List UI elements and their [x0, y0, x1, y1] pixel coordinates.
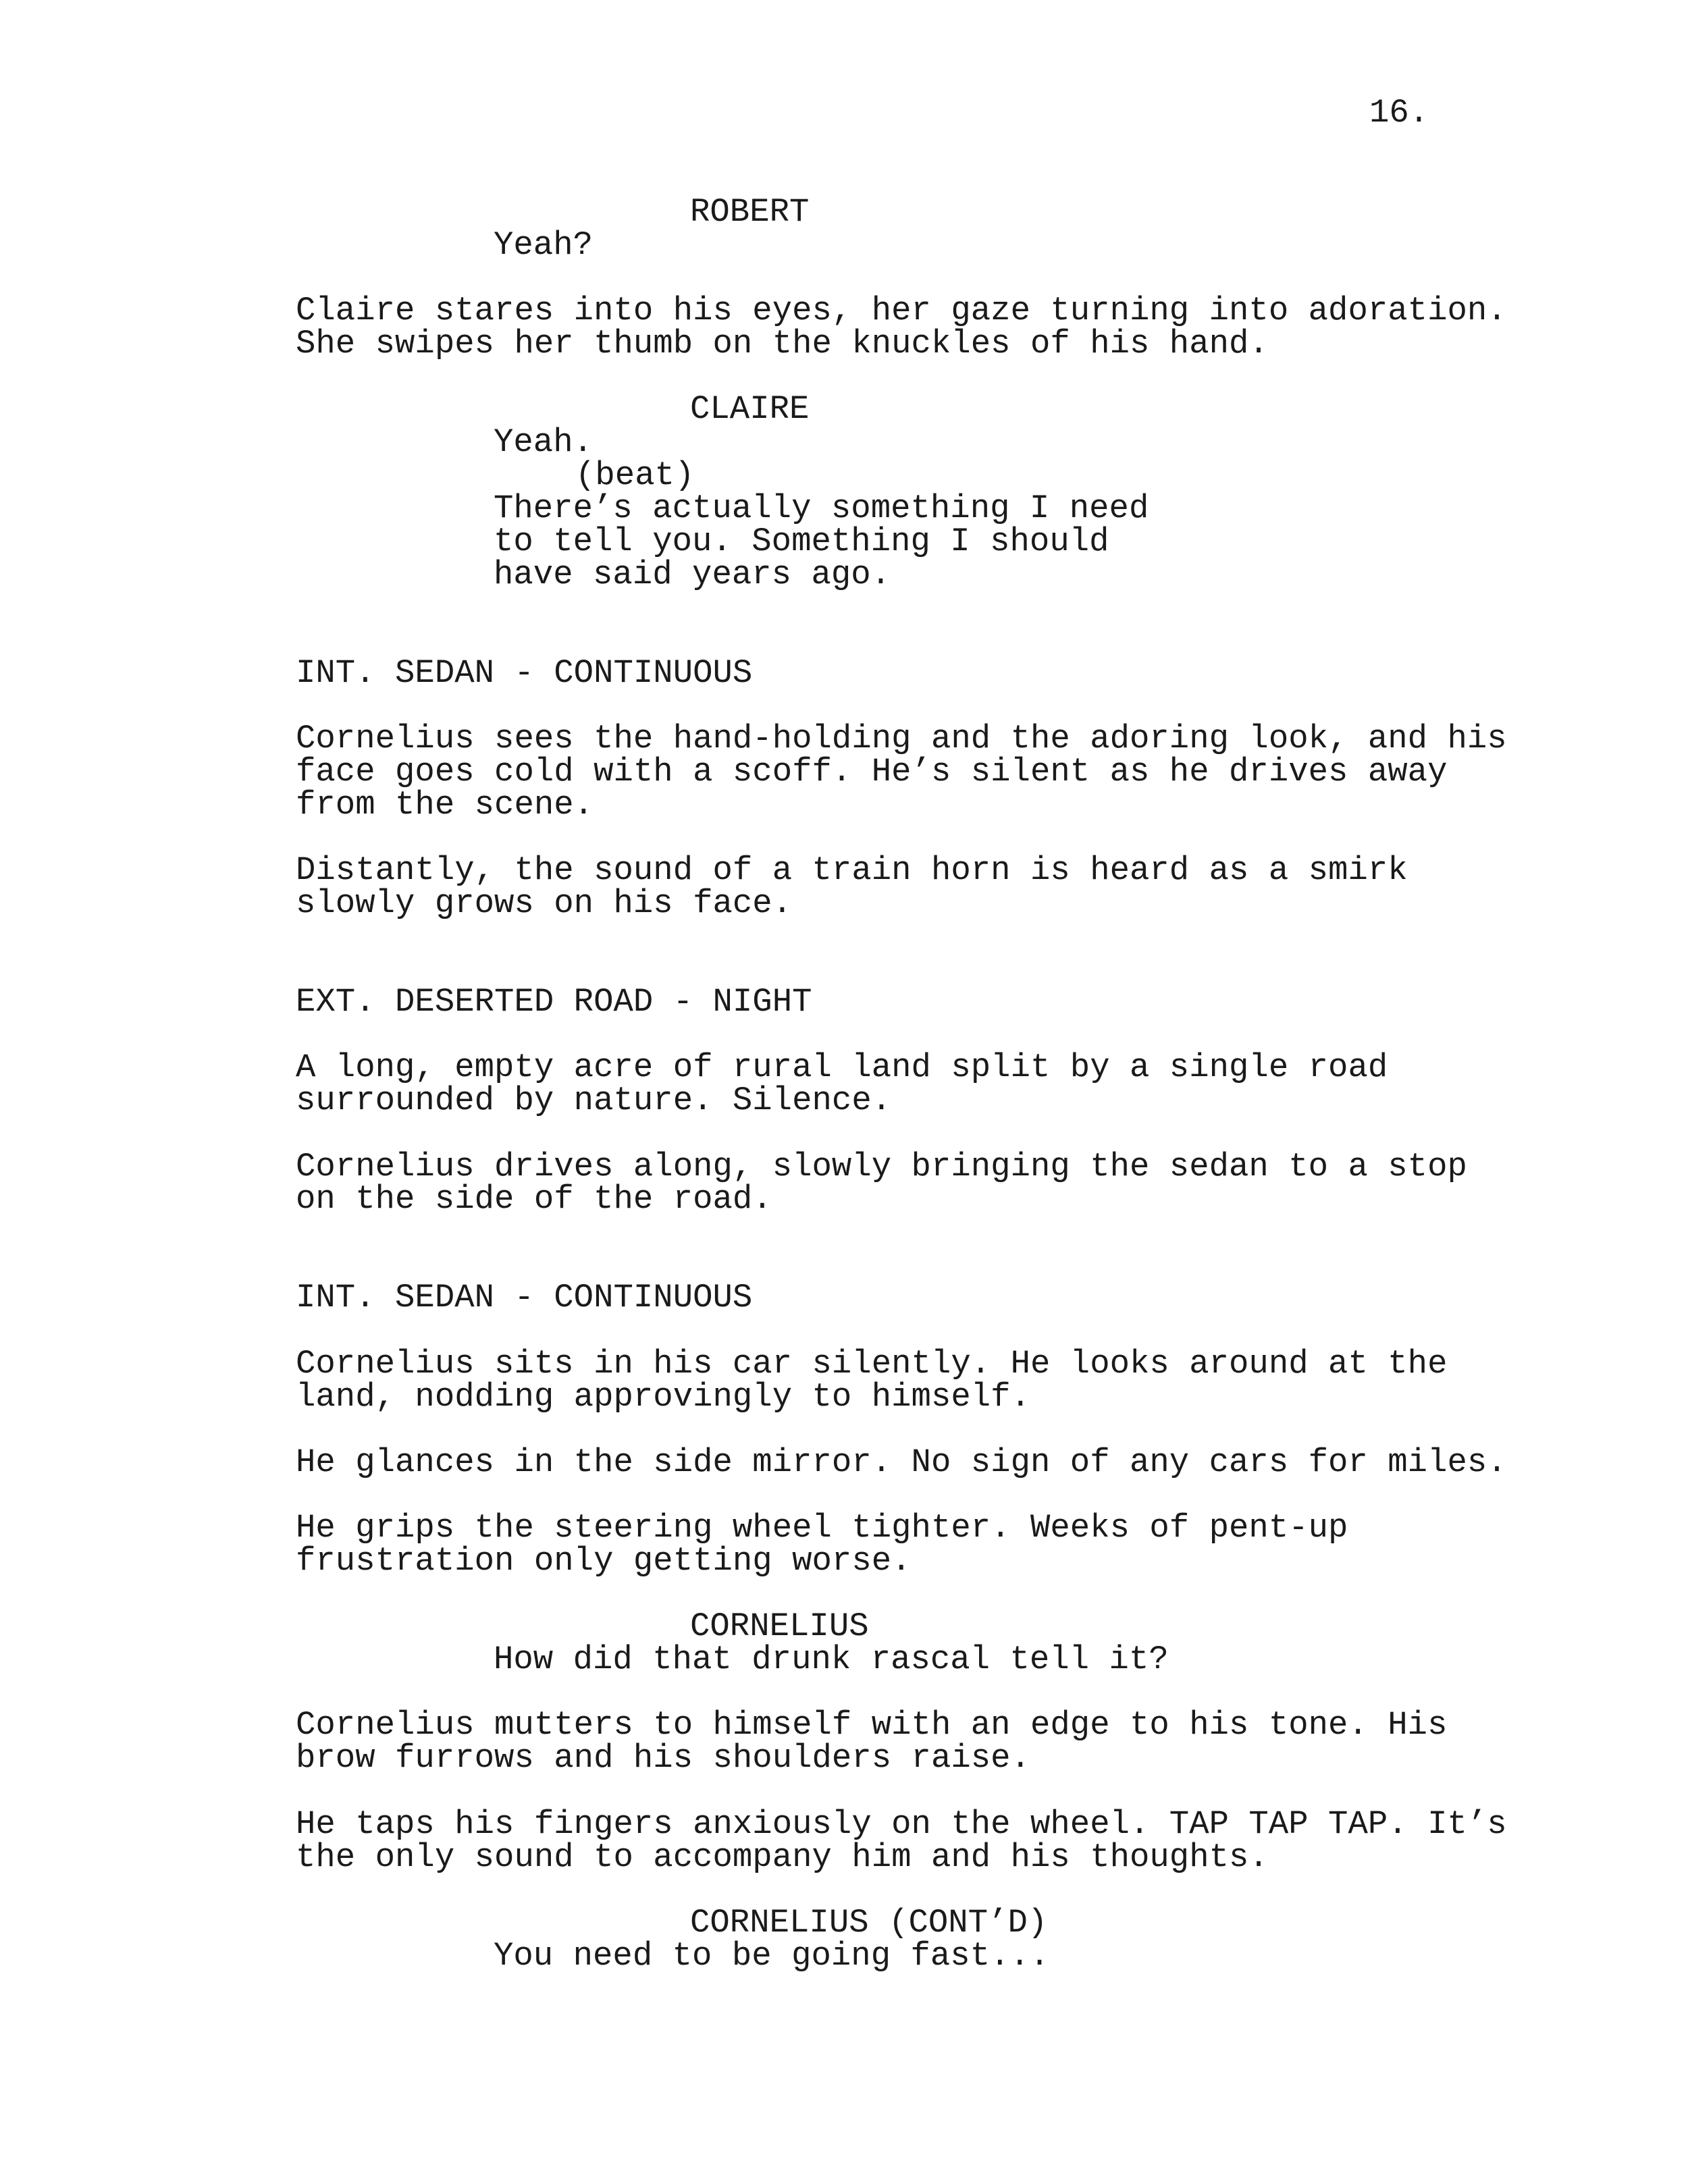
- character-name: CORNELIUS: [690, 1607, 869, 1645]
- action-line: surrounded by nature. Silence.: [296, 1082, 892, 1119]
- action-line: Distantly, the sound of a train horn is heard as a smirk: [296, 851, 1408, 889]
- action-line: slowly grows on his face.: [296, 884, 793, 922]
- action-line: frustration only getting worse.: [296, 1542, 912, 1580]
- action-line: Cornelius drives along, slowly bringing the sedan to a stop: [296, 1148, 1467, 1186]
- action-line: He taps his fingers anxiously on the wheel. TAP TAP TAP. It’s: [296, 1805, 1507, 1843]
- parenthetical: (beat): [575, 456, 695, 494]
- action-line: Claire stares into his eyes, her gaze turning into adoration.: [296, 292, 1507, 329]
- character-name: ROBERT: [690, 193, 810, 231]
- action-line: She swipes her thumb on the knuckles of his hand.: [296, 325, 1269, 363]
- action-line: the only sound to accompany him and his thoughts.: [296, 1838, 1269, 1876]
- character-name: CORNELIUS (CONT’D): [690, 1904, 1048, 1942]
- action-line: He glances in the side mirror. No sign of any cars for miles.: [296, 1443, 1507, 1481]
- dialogue-line: There’s actually something I need: [494, 489, 1149, 527]
- action-line: He grips the steering wheel tighter. Weeks of pent-up: [296, 1509, 1348, 1547]
- action-line: face goes cold with a scoff. He’s silent as he drives away: [296, 753, 1448, 791]
- scene-heading: INT. SEDAN - CONTINUOUS: [296, 654, 753, 692]
- character-name: CLAIRE: [690, 390, 810, 428]
- action-line: brow furrows and his shoulders raise.: [296, 1739, 1030, 1777]
- action-line: A long, empty acre of rural land split by a single road: [296, 1048, 1388, 1086]
- action-line: Cornelius sits in his car silently. He looks around at the: [296, 1345, 1448, 1383]
- action-line: Cornelius sees the hand-holding and the adoring look, and his: [296, 720, 1507, 757]
- action-line: from the scene.: [296, 786, 594, 824]
- action-line: land, nodding approvingly to himself.: [296, 1378, 1030, 1416]
- dialogue-line: Yeah?: [494, 226, 594, 264]
- dialogue-line: Yeah.: [494, 423, 594, 461]
- scene-heading: EXT. DESERTED ROAD - NIGHT: [296, 983, 812, 1021]
- page-number: 16.: [1369, 94, 1429, 132]
- dialogue-line: have said years ago.: [494, 556, 891, 593]
- dialogue-line: to tell you. Something I should: [494, 523, 1109, 560]
- scene-heading: INT. SEDAN - CONTINUOUS: [296, 1279, 753, 1316]
- dialogue-line: You need to be going fast...: [494, 1937, 1050, 1975]
- action-line: Cornelius mutters to himself with an edge to his tone. His: [296, 1706, 1448, 1744]
- dialogue-line: How did that drunk rascal tell it?: [494, 1641, 1169, 1678]
- action-line: on the side of the road.: [296, 1180, 772, 1218]
